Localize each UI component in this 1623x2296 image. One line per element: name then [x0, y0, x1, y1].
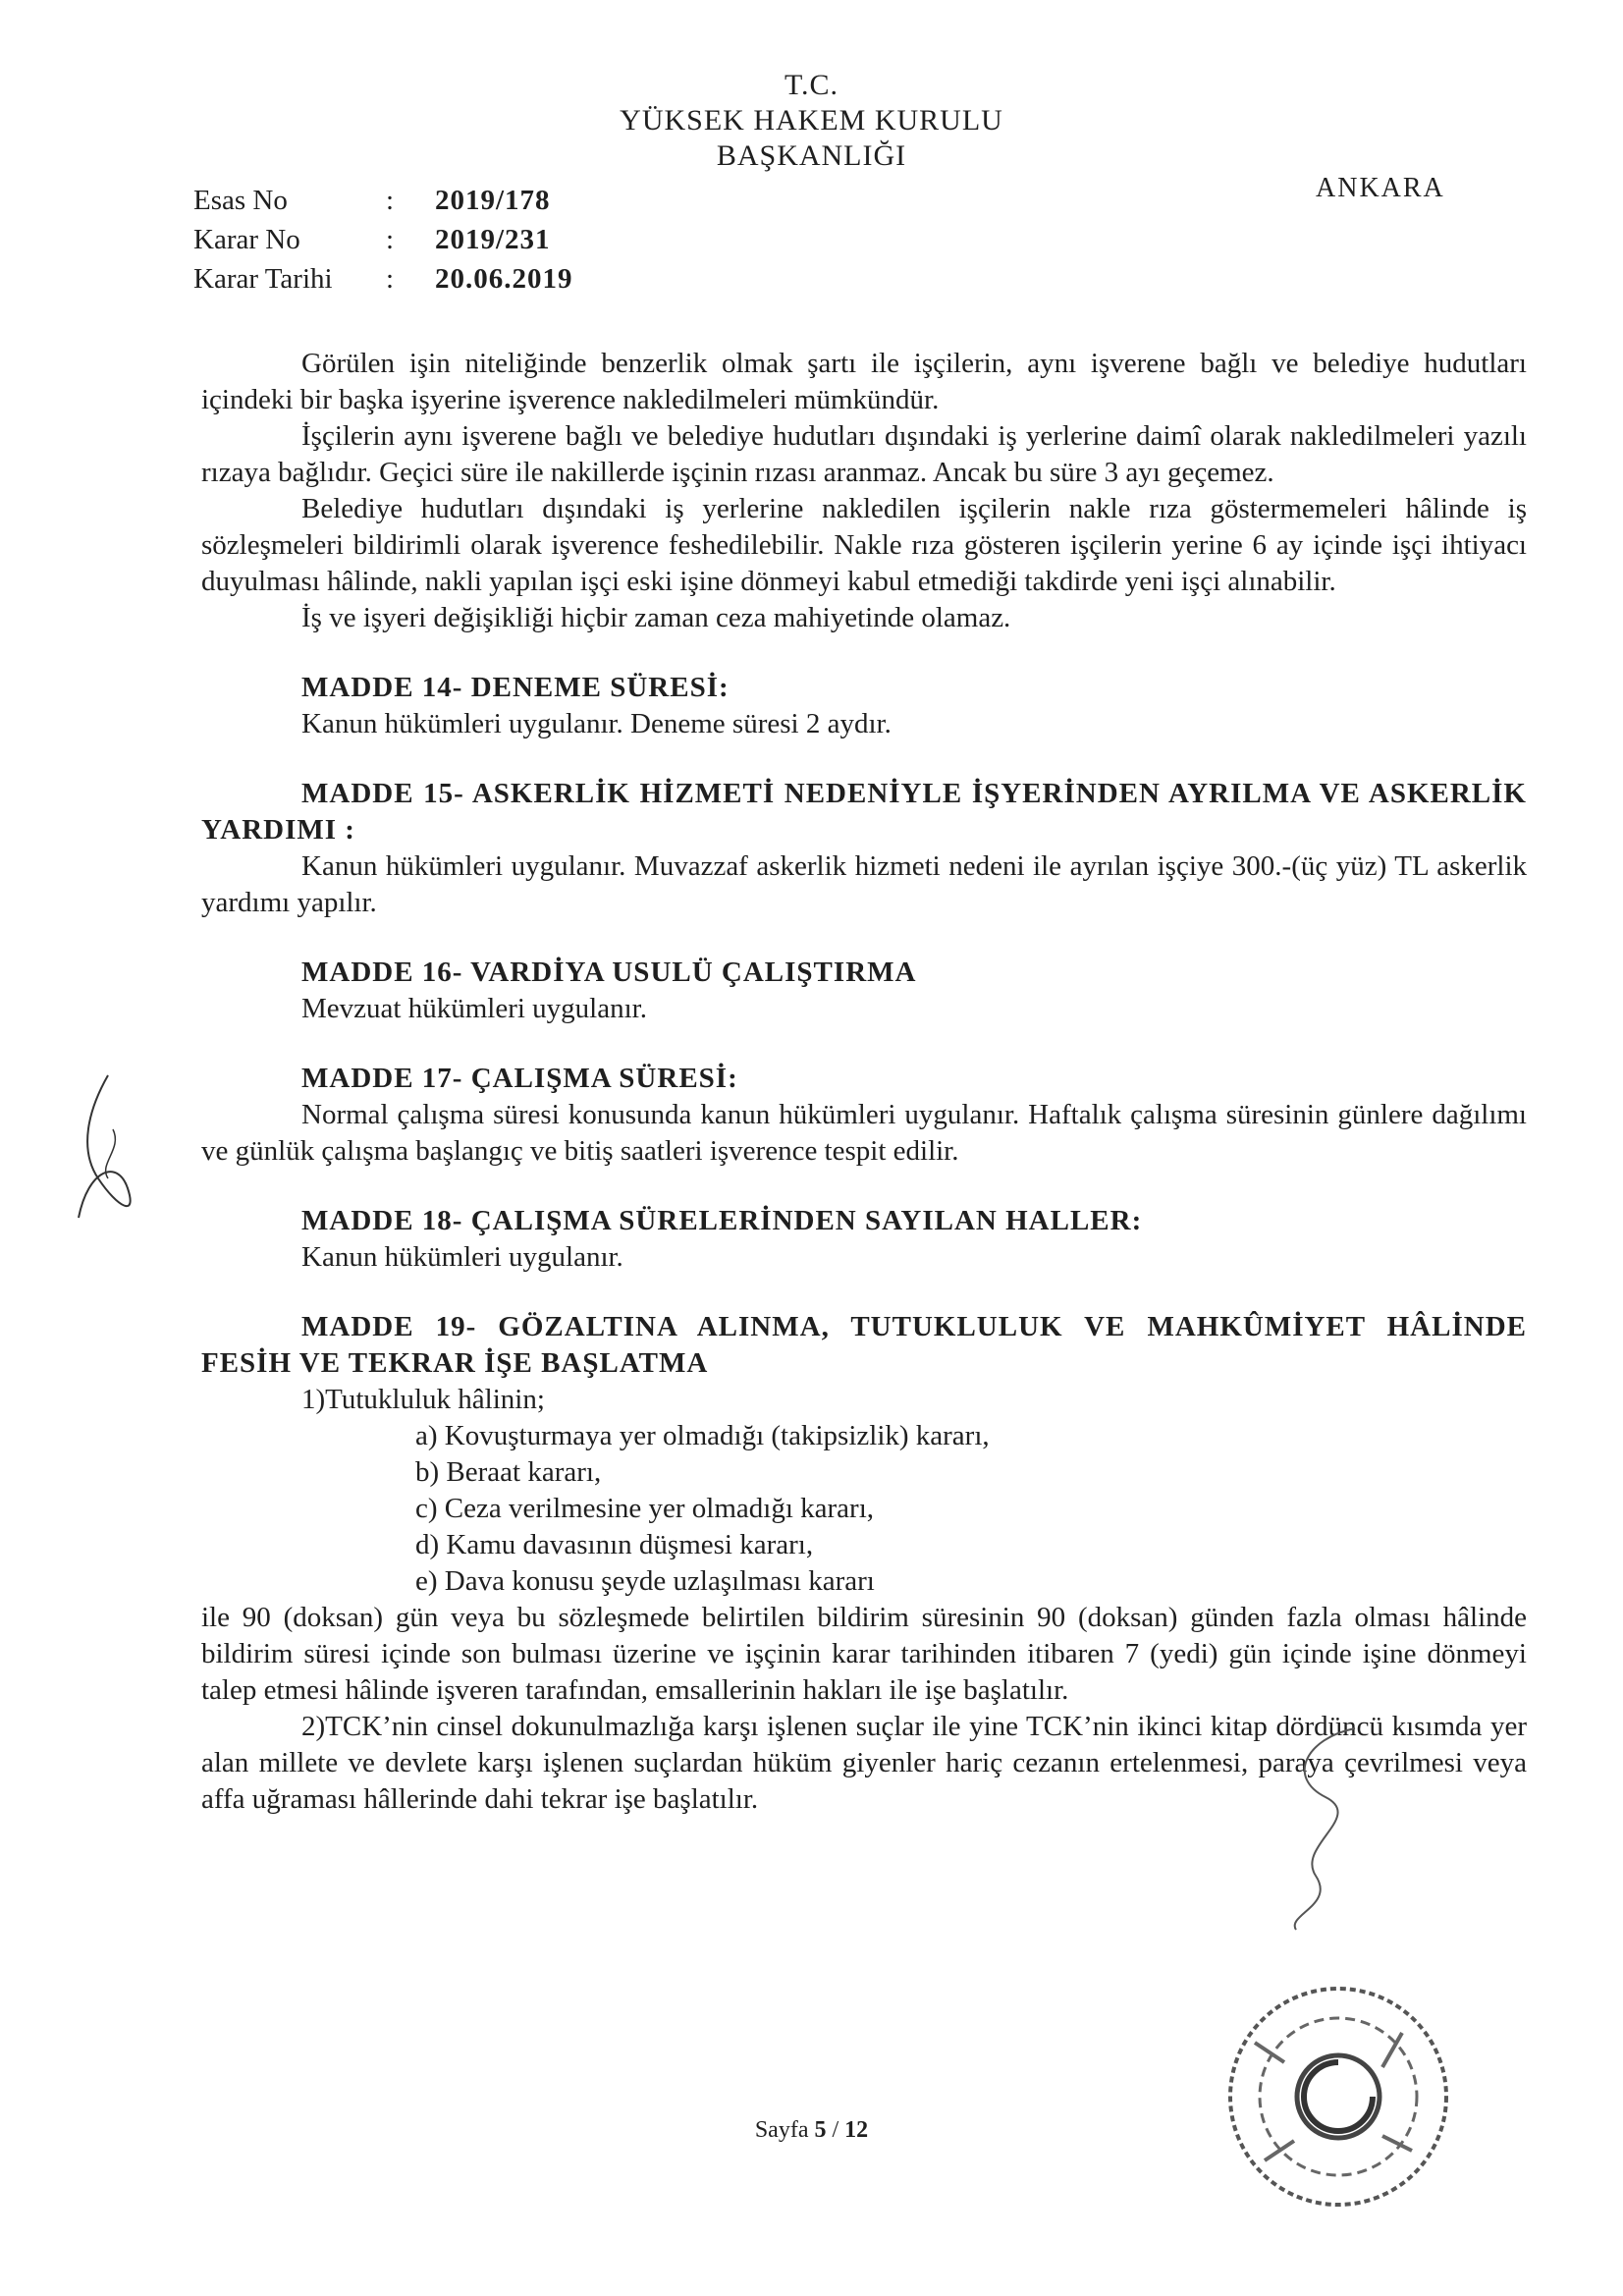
- article-19-para2: 2)TCK’nin cinsel dokunulmazlığa karşı işlenen suçlar ile yine TCK’nin ikinci kitap dördüncü kısımda yer alan millete ve devlete karşı işlenen suçlardan hüküm giyenler hariç cezanın ertelenmesi, paraya çevrilmesi veya affa uğraması hâllerinde dahi tekrar işe başlatılır.: [201, 1711, 1527, 1815]
- article-18-text: Kanun hükümleri uygulanır.: [301, 1241, 623, 1273]
- meta-label: Karar No: [193, 224, 300, 255]
- footer-page: 5: [814, 2117, 827, 2143]
- article-17-title: MADDE 17- ÇALIŞMA SÜRESİ:: [301, 1063, 738, 1094]
- list-item: e) Dava konusu şeyde uzlaşılması kararı: [415, 1565, 875, 1597]
- meta-row-tarih: [193, 259, 573, 299]
- article-18-title: MADDE 18- ÇALIŞMA SÜRELERİNDEN SAYILAN HALLER:: [301, 1205, 1143, 1236]
- article-19-title: MADDE 19- GÖZALTINA ALINMA, TUTUKLULUK VE MAHKÛMİYET HÂLİNDE FESİH VE TEKRAR İŞE BAŞLATMA: [201, 1311, 1527, 1379]
- handwritten-signature: [1267, 1719, 1384, 1935]
- article-16-text: Mevzuat hükümleri uygulanır.: [301, 993, 647, 1024]
- article-19-intro: 1)Tutukluluk hâlinin;: [301, 1384, 545, 1415]
- article-14-text: Kanun hükümleri uygulanır. Deneme süresi 2 aydır.: [301, 708, 892, 739]
- article-15-text: Kanun hükümleri uygulanır. Muvazzaf askerlik hizmeti nedeni ile ayrılan işçiye 300.-(üç yüz) TL askerlik yardımı yapılır.: [201, 850, 1527, 918]
- header-country: T.C.: [784, 69, 839, 101]
- footer-total: 12: [844, 2117, 869, 2143]
- paragraph: İşçilerin aynı işverene bağlı ve belediye hudutları dışındaki iş yerlerine daimî olarak nakledilmeleri yazılı rızaya bağlıdır. Geçici süre ile nakillerde işçinin rızası aranmaz. Ancak bu süre 3 ayı geçemez.: [201, 420, 1527, 488]
- footer-sep: /: [832, 2117, 839, 2143]
- article-15-title: MADDE 15- ASKERLİK HİZMETİ NEDENİYLE İŞYERİNDEN AYRILMA VE ASKERLİK YARDIMI :: [201, 778, 1527, 846]
- meta-value: 2019/231: [435, 224, 551, 255]
- meta-colon: :: [386, 185, 395, 216]
- meta-label: Karar Tarihi: [193, 263, 333, 295]
- meta-colon: :: [386, 263, 395, 295]
- header-city: ANKARA: [1316, 173, 1445, 203]
- article-19-para1: ile 90 (doksan) gün veya bu sözleşmede belirtilen bildirim süresinin 90 (doksan) günden fazla olması hâlinde bildirim süresi içinde son bulması üzerine ve işçinin karar tarihinden itibaren 7 (yedi) gün içinde işine dönmeyi talep etmesi hâlinde işveren tarafından, emsallerinin hakları ile işe başlatılır.: [201, 1602, 1527, 1706]
- meta-row-karar: [193, 220, 573, 259]
- article-16-title: MADDE 16- VARDİYA USULÜ ÇALIŞTIRMA: [301, 957, 917, 988]
- header-organization: YÜKSEK HAKEM KURULU: [620, 104, 1003, 137]
- paragraph: Belediye hudutları dışındaki iş yerlerine nakledilen işçilerin nakle rıza göstermemeleri hâlinde iş sözleşmeleri bildirimli olarak işverence feshedilebilir. Nakle rıza gösteren işçilerin yerine 6 ay içinde işçi ihtiyacı duyulması hâlinde, nakli yapılan işçi eski işine dönmeyi kabul etmediği takdirde yeni işçi alınabilir.: [201, 493, 1527, 597]
- meta-value: 20.06.2019: [435, 263, 573, 295]
- list-item: a) Kovuşturmaya yer olmadığı (takipsizlik) kararı,: [415, 1420, 990, 1451]
- list-item: c) Ceza verilmesine yer olmadığı kararı,: [415, 1493, 875, 1524]
- paragraph: Görülen işin niteliğinde benzerlik olmak şartı ile işçilerin, aynı işverene bağlı ve belediye hudutları içindeki bir başka işyerine işverence nakledilmeleri mümkündür.: [201, 348, 1527, 415]
- official-seal-stamp: [1216, 1974, 1461, 2219]
- case-meta: [193, 181, 573, 299]
- meta-label: Esas No: [193, 185, 288, 216]
- article-14-title: MADDE 14- DENEME SÜRESİ:: [301, 672, 730, 703]
- meta-value: 2019/178: [435, 185, 551, 216]
- list-item: b) Beraat kararı,: [415, 1456, 602, 1488]
- handwritten-initial-mark: [69, 1070, 147, 1228]
- header-office: BAŞKANLIĞI: [716, 139, 907, 172]
- paragraph: İş ve işyeri değişikliği hiçbir zaman ceza mahiyetinde olamaz.: [301, 602, 1011, 633]
- meta-row-esas: [193, 181, 573, 220]
- list-item: d) Kamu davasının düşmesi kararı,: [415, 1529, 814, 1560]
- meta-colon: :: [386, 224, 395, 255]
- article-17-text: Normal çalışma süresi konusunda kanun hükümleri uygulanır. Haftalık çalışma süresinin günlere dağılımı ve günlük çalışma başlangıç ve bitiş saatleri işverence tespit edilir.: [201, 1099, 1527, 1167]
- footer-prefix: Sayfa: [754, 2117, 809, 2143]
- document-body: [201, 346, 1527, 1818]
